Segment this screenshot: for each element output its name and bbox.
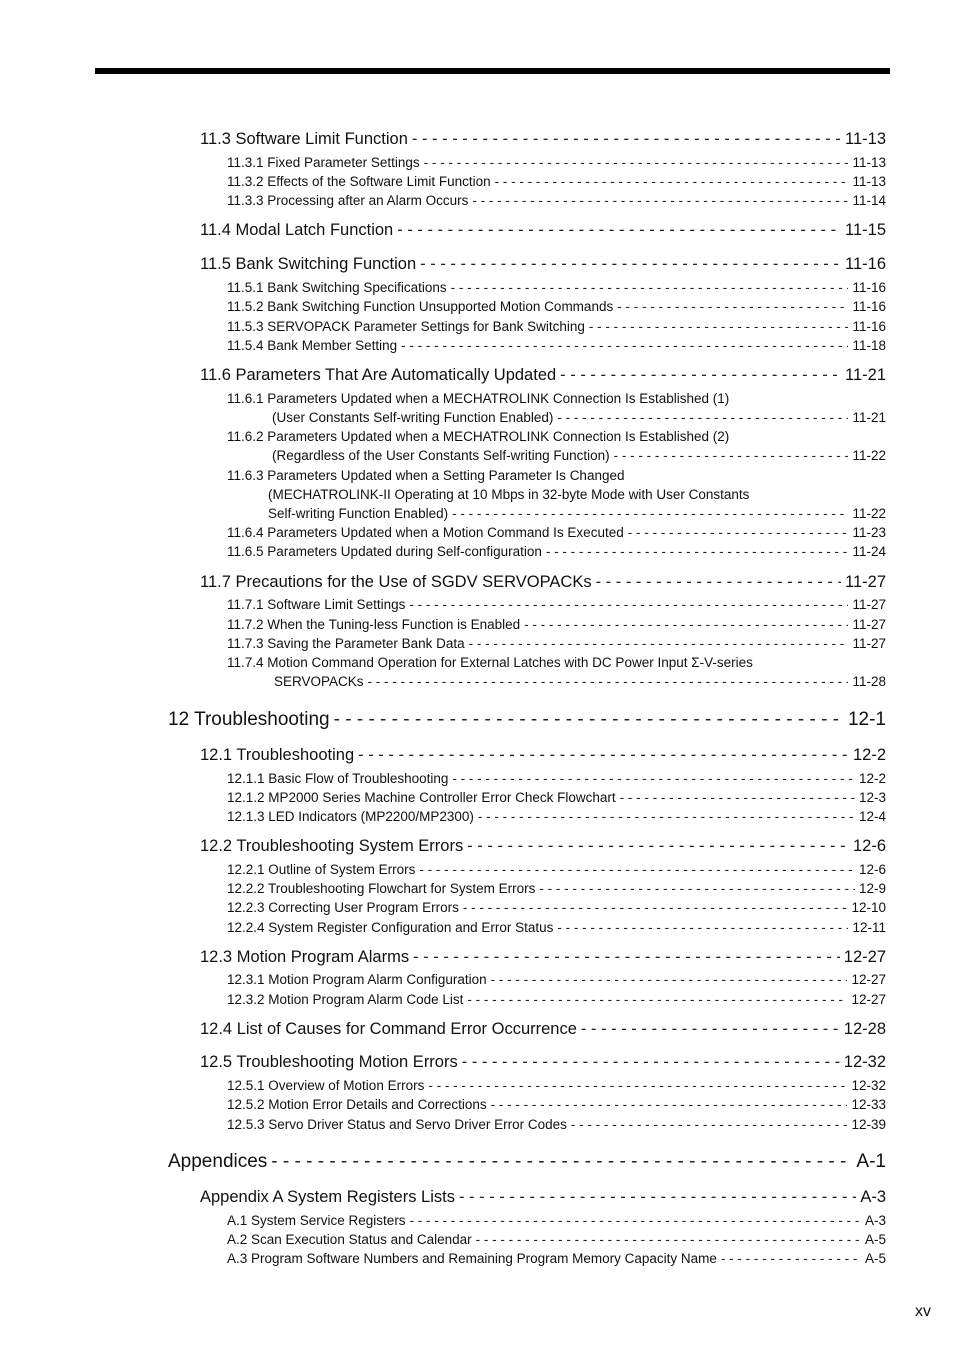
toc-entry-page: 12-27 bbox=[851, 971, 886, 987]
dot-leader bbox=[419, 862, 855, 877]
toc-entry-title: 12.4 List of Causes for Command Error Occurrence bbox=[200, 1019, 577, 1038]
dot-leader bbox=[491, 1097, 848, 1112]
toc-entry-page: 12-4 bbox=[858, 808, 886, 824]
dot-leader bbox=[397, 221, 841, 240]
toc-entry-page: 11-22 bbox=[852, 447, 886, 463]
toc-entry-page: 12-33 bbox=[851, 1096, 886, 1112]
dot-leader bbox=[524, 617, 848, 632]
toc-entry-s12_1[interactable] bbox=[200, 746, 886, 765]
toc-entry-page: 12-27 bbox=[843, 947, 886, 966]
toc-entry-title: 11.3 Software Limit Function bbox=[200, 129, 408, 148]
toc-entry-page: 11-22 bbox=[852, 505, 886, 521]
toc-entry-s12_5_2[interactable] bbox=[227, 1097, 886, 1112]
toc-entry-page: A-3 bbox=[864, 1212, 886, 1228]
toc-entry-app_a[interactable] bbox=[200, 1188, 886, 1207]
toc-entry-page: A-3 bbox=[860, 1187, 886, 1206]
dot-leader bbox=[452, 506, 848, 521]
toc-entry-page: 11-15 bbox=[845, 220, 886, 239]
toc-entry-s12_2[interactable] bbox=[200, 837, 886, 856]
dot-leader bbox=[589, 319, 849, 334]
dot-leader bbox=[410, 1213, 861, 1228]
dot-leader bbox=[478, 809, 855, 824]
dot-leader bbox=[452, 771, 855, 786]
toc-entry-title: 11.3.2 Effects of the Software Limit Function bbox=[227, 173, 491, 189]
toc-entry-title: 12.5.1 Overview of Motion Errors bbox=[227, 1077, 425, 1093]
toc-entry-a_1[interactable] bbox=[227, 1213, 886, 1228]
dot-leader bbox=[557, 920, 848, 935]
toc-entry-page: 12-27 bbox=[851, 991, 886, 1007]
toc-entry-title-continuation: SERVOPACKs bbox=[274, 673, 364, 689]
toc-entry-title: 12.1 Troubleshooting bbox=[200, 745, 355, 764]
toc-entry-s11_5[interactable] bbox=[200, 255, 886, 274]
toc-entry-s12_4[interactable] bbox=[200, 1020, 886, 1039]
toc-entry-s12_2_4[interactable] bbox=[227, 920, 886, 935]
toc-entry-page: 11-13 bbox=[852, 173, 886, 189]
toc-entry-page: 11-13 bbox=[845, 129, 886, 148]
toc-entry-s12_2_3[interactable] bbox=[227, 900, 886, 915]
toc-entry-page: 11-23 bbox=[852, 524, 886, 540]
toc-entry-s11_3_2[interactable] bbox=[227, 174, 886, 189]
toc-entry-s12_5_3[interactable] bbox=[227, 1117, 886, 1132]
toc-entry-title: 11.6.5 Parameters Updated during Self-configuration bbox=[227, 543, 542, 559]
dot-leader bbox=[424, 155, 849, 170]
toc-entry-title: 12.2.2 Troubleshooting Flowchart for System Errors bbox=[227, 880, 536, 896]
dot-leader bbox=[420, 255, 841, 274]
toc-entry-title: 11.3.1 Fixed Parameter Settings bbox=[227, 154, 420, 170]
dot-leader bbox=[539, 881, 855, 896]
toc-entry-title: 11.7.4 Motion Command Operation for External Latches with DC Power Input Σ-V-series bbox=[227, 654, 753, 670]
dot-leader bbox=[571, 1117, 848, 1132]
toc-entry-page: 11-27 bbox=[845, 572, 886, 591]
toc-entry-continuation bbox=[268, 506, 886, 521]
toc-entry-title: 12.1.2 MP2000 Series Machine Controller Error Check Flowchart bbox=[227, 789, 616, 805]
toc-entry-page: 11-16 bbox=[852, 279, 886, 295]
dot-leader bbox=[628, 525, 849, 540]
toc-entry-page: 12-1 bbox=[847, 709, 886, 731]
toc-entry-c12[interactable] bbox=[168, 709, 886, 731]
toc-entry-title: 12 Troubleshooting bbox=[168, 709, 330, 731]
toc-entry-s12_2_2[interactable] bbox=[227, 881, 886, 896]
toc-entry-s11_3_3[interactable] bbox=[227, 193, 886, 208]
toc-entry-continuation bbox=[272, 448, 886, 463]
dot-leader bbox=[472, 193, 848, 208]
toc-entry-s11_7_4[interactable] bbox=[227, 655, 886, 670]
toc-entry-title: 11.6.2 Parameters Updated when a MECHATROLINK Connection Is Established (2) bbox=[227, 428, 730, 444]
toc-entry-title-continuation: Self-writing Function Enabled) bbox=[268, 505, 449, 521]
toc-entry-s11_6_5[interactable] bbox=[227, 544, 886, 559]
toc-entry-s11_6_1[interactable] bbox=[227, 391, 886, 406]
dot-leader bbox=[462, 1053, 840, 1072]
toc-entry-title: 11.7.3 Saving the Parameter Bank Data bbox=[227, 635, 465, 651]
toc-entry-title: 11.5.4 Bank Member Setting bbox=[227, 337, 398, 353]
toc-entry-s12_3[interactable] bbox=[200, 948, 886, 967]
toc-entry-page: 11-13 bbox=[852, 154, 886, 170]
toc-entry-page: 11-14 bbox=[852, 192, 886, 208]
page-number: xv bbox=[915, 1303, 931, 1320]
dot-leader bbox=[620, 790, 855, 805]
toc-entry-page: 11-21 bbox=[852, 409, 886, 425]
dot-leader bbox=[428, 1078, 847, 1093]
toc-entry-title: A.3 Program Software Numbers and Remaining Program Memory Capacity Name bbox=[227, 1250, 717, 1266]
toc-entry-title: 12.5 Troubleshooting Motion Errors bbox=[200, 1052, 458, 1071]
toc-entry-page: 12-28 bbox=[843, 1019, 886, 1038]
toc-entry-title: 11.7.2 When the Tuning-less Function is Enabled bbox=[227, 616, 521, 632]
toc-entry-s11_6_4[interactable] bbox=[227, 525, 886, 540]
toc-entry-page: 11-18 bbox=[852, 337, 886, 353]
dot-leader bbox=[546, 544, 849, 559]
toc-entry-title: 12.2.1 Outline of System Errors bbox=[227, 861, 416, 877]
dot-leader bbox=[495, 174, 849, 189]
dot-leader bbox=[469, 636, 849, 651]
toc-entry-s11_5_4[interactable] bbox=[227, 338, 886, 353]
dot-leader bbox=[721, 1251, 861, 1266]
toc-entry-title-continuation: (Regardless of the User Constants Self-writing Function) bbox=[272, 447, 610, 463]
toc-entry-title: 12.2.3 Correcting User Program Errors bbox=[227, 899, 459, 915]
toc-entry-title: 12.2.4 System Register Configuration and Error Status bbox=[227, 919, 554, 935]
toc-entry-page: 12-2 bbox=[852, 745, 886, 764]
toc-entry-page: A-5 bbox=[864, 1231, 886, 1247]
dot-leader bbox=[467, 992, 847, 1007]
toc-entry-s11_5_2[interactable] bbox=[227, 299, 886, 314]
toc-entry-s11_4[interactable] bbox=[200, 221, 886, 240]
dot-leader bbox=[358, 746, 849, 765]
dot-leader bbox=[476, 1232, 861, 1247]
toc-entry-title: 12.3 Motion Program Alarms bbox=[200, 947, 410, 966]
toc-entry-title: 11.7.1 Software Limit Settings bbox=[227, 596, 406, 612]
dot-leader bbox=[491, 972, 848, 987]
toc-entry-title: 11.4 Modal Latch Function bbox=[200, 220, 394, 239]
toc-entry-title: A.1 System Service Registers bbox=[227, 1212, 406, 1228]
toc-entry-a_2[interactable] bbox=[227, 1232, 886, 1247]
toc-entry-title-continuation: (MECHATROLINK-II Operating at 10 Mbps in 32-byte Mode with User Constants bbox=[268, 486, 750, 502]
dot-leader bbox=[413, 948, 840, 967]
toc-entry-page: 12-39 bbox=[851, 1116, 886, 1132]
toc-entry-s11_7_1[interactable] bbox=[227, 597, 886, 612]
toc-entry-s12_1_1[interactable] bbox=[227, 771, 886, 786]
toc-entry-page: 12-32 bbox=[843, 1052, 886, 1071]
toc-entry-s12_1_2[interactable] bbox=[227, 790, 886, 805]
dot-leader bbox=[467, 837, 849, 856]
toc-entry-page: 12-3 bbox=[858, 789, 886, 805]
dot-leader bbox=[459, 1188, 856, 1207]
toc-entry-title: 12.2 Troubleshooting System Errors bbox=[200, 836, 464, 855]
dot-leader bbox=[271, 1151, 852, 1173]
toc-entry-title: 12.5.2 Motion Error Details and Corrections bbox=[227, 1096, 487, 1112]
dot-leader bbox=[463, 900, 848, 915]
toc-entry-s11_6[interactable] bbox=[200, 366, 886, 385]
toc-entry-title: 11.3.3 Processing after an Alarm Occurs bbox=[227, 192, 469, 208]
toc-entry-title: 12.1.3 LED Indicators (MP2200/MP2300) bbox=[227, 808, 474, 824]
toc-entry-title: A.2 Scan Execution Status and Calendar bbox=[227, 1231, 472, 1247]
toc-entry-s11_6_3[interactable] bbox=[227, 468, 886, 483]
toc-entry-page: 12-32 bbox=[851, 1077, 886, 1093]
toc-entry-title: 11.6.4 Parameters Updated when a Motion Command Is Executed bbox=[227, 524, 624, 540]
toc-entry-s12_2_1[interactable] bbox=[227, 862, 886, 877]
dot-leader bbox=[617, 299, 848, 314]
toc-entry-s11_3_1[interactable] bbox=[227, 155, 886, 170]
toc-entry-s11_7_2[interactable] bbox=[227, 617, 886, 632]
toc-entry-title: Appendix A System Registers Lists bbox=[200, 1187, 455, 1206]
dot-leader bbox=[451, 280, 849, 295]
toc-entry-title: 11.5.3 SERVOPACK Parameter Settings for Bank Switching bbox=[227, 318, 585, 334]
toc-entry-page: 12-6 bbox=[858, 861, 886, 877]
toc-entry-title: 11.7 Precautions for the Use of SGDV SERVOPACKs bbox=[200, 572, 592, 591]
toc-entry-page: A-1 bbox=[856, 1151, 886, 1173]
toc-entry-page: A-5 bbox=[864, 1250, 886, 1266]
toc-entry-page: 11-27 bbox=[852, 596, 886, 612]
toc-entry-title: 11.5.1 Bank Switching Specifications bbox=[227, 279, 447, 295]
toc-entry-s11_7[interactable] bbox=[200, 573, 886, 592]
toc-entry-title: 12.1.1 Basic Flow of Troubleshooting bbox=[227, 770, 449, 786]
toc-entry-continuation bbox=[268, 487, 749, 502]
toc-entry-a_3[interactable] bbox=[227, 1251, 886, 1266]
dot-leader bbox=[557, 410, 848, 425]
toc-entry-page: 11-21 bbox=[845, 365, 886, 384]
toc-entry-s11_5_3[interactable] bbox=[227, 319, 886, 334]
toc-entry-s11_7_3[interactable] bbox=[227, 636, 886, 651]
toc-entry-page: 12-10 bbox=[851, 899, 886, 915]
dot-leader bbox=[412, 130, 841, 149]
toc-entry-title: 12.5.3 Servo Driver Status and Servo Driver Error Codes bbox=[227, 1116, 567, 1132]
toc-entry-app[interactable] bbox=[168, 1151, 886, 1173]
toc-entry-s12_5_1[interactable] bbox=[227, 1078, 886, 1093]
toc-entry-s11_6_2[interactable] bbox=[227, 429, 886, 444]
toc-entry-title: 11.6.1 Parameters Updated when a MECHATROLINK Connection Is Established (1) bbox=[227, 390, 730, 406]
toc-entry-page: 11-27 bbox=[852, 635, 886, 651]
dot-leader bbox=[368, 674, 849, 689]
toc-entry-continuation bbox=[272, 410, 886, 425]
toc-entry-page: 12-11 bbox=[852, 919, 886, 935]
toc-entry-page: 11-28 bbox=[852, 673, 886, 689]
toc-entry-page: 12-2 bbox=[858, 770, 886, 786]
toc-entry-s11_3[interactable] bbox=[200, 130, 886, 149]
toc-entry-s12_3_2[interactable] bbox=[227, 992, 886, 1007]
toc-entry-s12_3_1[interactable] bbox=[227, 972, 886, 987]
toc-entry-page: 11-27 bbox=[852, 616, 886, 632]
dot-leader bbox=[581, 1020, 840, 1039]
toc-entry-page: 12-9 bbox=[858, 880, 886, 896]
toc-entry-title: 12.3.1 Motion Program Alarm Configuration bbox=[227, 971, 487, 987]
toc-entry-s12_1_3[interactable] bbox=[227, 809, 886, 824]
toc-entry-page: 12-6 bbox=[852, 836, 886, 855]
toc-entry-title: 11.6.3 Parameters Updated when a Setting Parameter Is Changed bbox=[227, 467, 625, 483]
toc-entry-title-continuation: (User Constants Self-writing Function Enabled) bbox=[272, 409, 554, 425]
dot-leader bbox=[596, 573, 841, 592]
toc-entry-s12_5[interactable] bbox=[200, 1053, 886, 1072]
toc-entry-s11_5_1[interactable] bbox=[227, 280, 886, 295]
toc-entry-title: Appendices bbox=[168, 1151, 268, 1173]
toc-entry-page: 11-16 bbox=[852, 298, 886, 314]
dot-leader bbox=[334, 709, 844, 731]
toc-entry-title: 12.3.2 Motion Program Alarm Code List bbox=[227, 991, 464, 1007]
toc-entry-title: 11.5 Bank Switching Function bbox=[200, 254, 417, 273]
dot-leader bbox=[401, 338, 848, 353]
toc-entry-page: 11-24 bbox=[852, 543, 886, 559]
toc-entry-continuation bbox=[274, 674, 886, 689]
toc-entry-title: 11.5.2 Bank Switching Function Unsupported Motion Commands bbox=[227, 298, 614, 314]
toc-entry-title: 11.6 Parameters That Are Automatically Updated bbox=[200, 365, 557, 384]
dot-leader bbox=[560, 366, 841, 385]
dot-leader bbox=[409, 597, 848, 612]
toc-entry-page: 11-16 bbox=[845, 254, 886, 273]
dot-leader bbox=[614, 448, 849, 463]
toc-entry-page: 11-16 bbox=[852, 318, 886, 334]
